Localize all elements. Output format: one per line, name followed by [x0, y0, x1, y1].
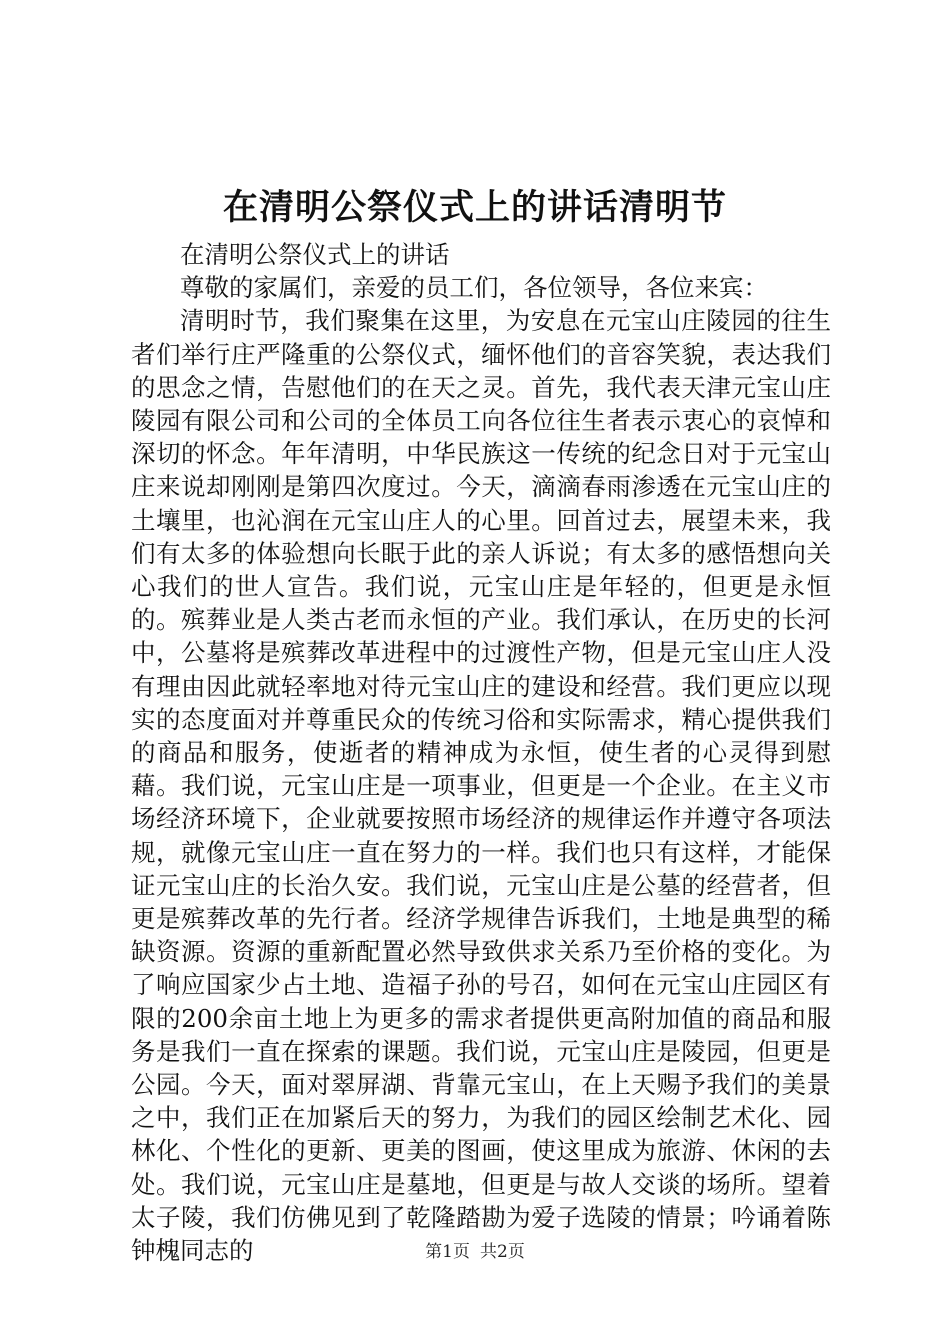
- page-number: 第1页: [425, 1242, 470, 1262]
- page-total: 共2页: [480, 1242, 525, 1262]
- salutation-paragraph: 尊敬的家属们，亲爱的员工们，各位领导，各位来宾：: [180, 273, 768, 303]
- page-footer: [0, 1240, 950, 1264]
- subtitle-paragraph: 在清明公祭仪式上的讲话: [180, 240, 450, 269]
- document-body: [131, 238, 831, 1267]
- body-paragraph: 清明时节，我们聚集在这里，为安息在元宝山庄陵园的往生者们举行庄严隆重的公祭仪式，缅怀他们的音容笑貌，表达我们的思念之情，告慰他们的在天之灵。首先，我代表天津元宝山庄陵园有限公司和公司的全体员工向各位往生者表示衷心的哀悼和深切的怀念。年年清明，中华民族这一传统的纪念日对于元宝山庄来说却刚刚是第四次度过。今天，滴滴春雨渗透在元宝山庄的土壤里，也沁润在元宝山庄人的心里。回首过去，展望未来，我们有太多的体验想向长眠于此的亲人诉说；有太多的感悟想向关心我们的世人宣告。我们说，元宝山庄是年轻的，但更是永恒的。殡葬业是人类古老而永恒的产业。我们承认，在历史的长河中，公墓将是殡葬改革进程中的过渡性产物，但是元宝山庄人没有理由因此就轻率地对待元宝山庄的建设和经营。我们更应以现实的态度面对并尊重民众的传统习俗和实际需求，精心提供我们的商品和服务，使逝者的精神成为永恒，使生者的心灵得到慰藉。我们说，元宝山庄是一项事业，但更是一个企业。在主义市场经济环境下，企业就要按照市场经济的规律运作并遵守各项法规，就像元宝山庄一直在努力的一样。我们也只有这样，才能保证元宝山庄的长治久安。我们说，元宝山庄是公墓的经营者，但更是殡葬改革的先行者。经济学规律告诉我们，土地是典型的稀缺资源。资源的重新配置必然导致供求关系乃至价格的变化。为了响应国家少占土地、造福子孙的号召，如何在元宝山庄园区有限的200余亩土地上为更多的需求者提供更高附加值的商品和服务是我们一直在探索的课题。我们说，元宝山庄是陵园，但更是公园。今天，面对翠屏湖、背靠元宝山，在上天赐予我们的美景之中，我们正在加紧后天的努力，为我们的园区绘制艺术化、园林化、个性化的更新、更美的图画，使这里成为旅游、休闲的去处。我们说，元宝山庄是墓地，但更是与故人交谈的场所。望着太子陵，我们仿佛见到了乾隆踏勘为爱子选陵的情景；吟诵着陈钟槐同志的: [131, 306, 831, 1266]
- document-title: 在清明公祭仪式上的讲话清明节: [222, 187, 727, 228]
